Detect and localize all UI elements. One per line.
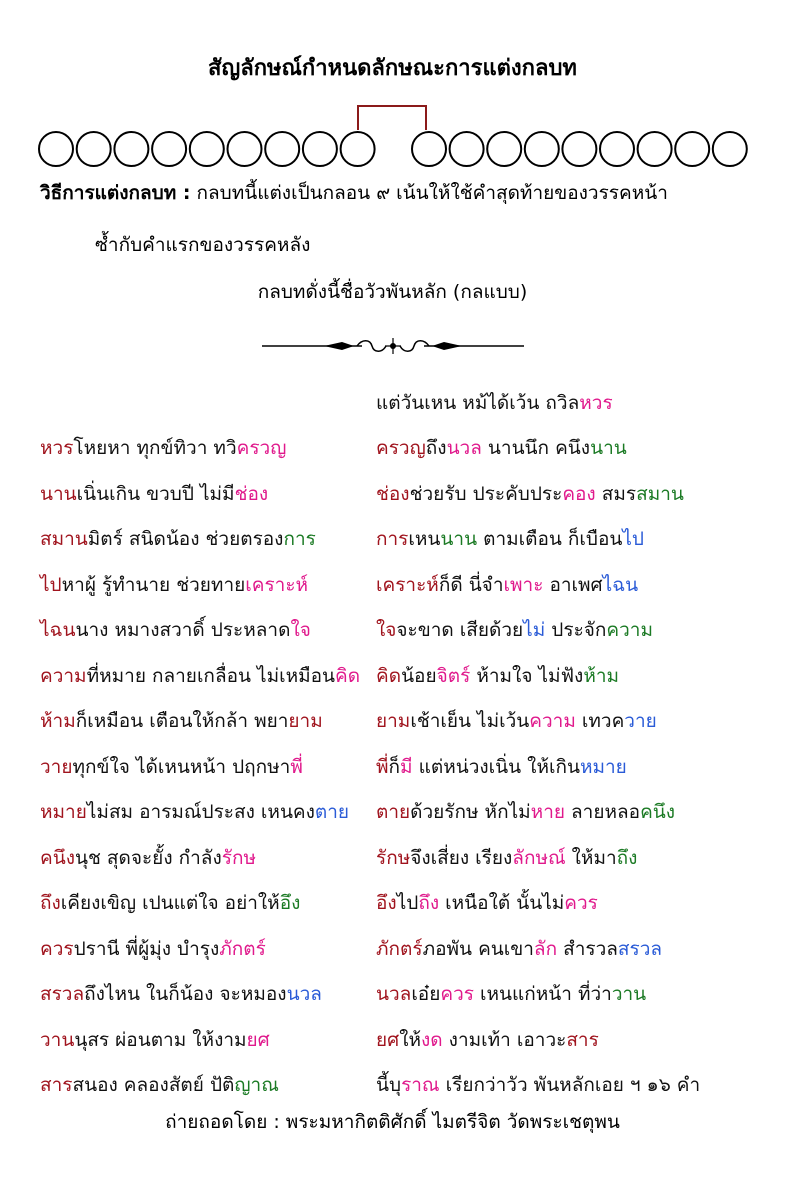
poem-word: ไฉน bbox=[40, 619, 76, 641]
syllable-circle bbox=[341, 132, 375, 166]
poem-word: เคียงเขิญ เปนแต่ใจ อย่าให้ bbox=[60, 892, 280, 914]
poem-word: สนอง คลองสัตย์ ปัติ bbox=[72, 1074, 235, 1096]
poem-word: มิตร์ สนิดน้อง ช่วยตรอง bbox=[87, 528, 284, 550]
poem-word: ไป bbox=[396, 892, 419, 914]
poem-word: ใจ bbox=[290, 619, 311, 641]
syllable-circle bbox=[114, 132, 148, 166]
poem-word: สมาน bbox=[636, 482, 684, 505]
syllable-circle bbox=[39, 132, 73, 166]
poem-word: ยาม bbox=[288, 710, 323, 732]
page-title: สัญลักษณ์กำหนดลักษณะการแต่งกลบท bbox=[208, 56, 577, 81]
poem-right-line bbox=[376, 706, 657, 736]
poem-right-line bbox=[376, 433, 627, 463]
poem-word: เหนแก่หน้า ที่ว่า bbox=[473, 983, 612, 1005]
method-text-continued: ซ้ำกับคำแรกของวรรคหลัง bbox=[95, 234, 311, 256]
poem-word: หวร bbox=[40, 437, 74, 459]
poem-word: ไป bbox=[40, 573, 62, 596]
poem-word: นวล bbox=[286, 983, 322, 1005]
poem-word: ช่อง bbox=[376, 482, 410, 505]
poem-left-line bbox=[40, 661, 360, 691]
poem-word: งามเท้า เอาวะ bbox=[442, 1028, 567, 1051]
syllable-circle bbox=[562, 132, 596, 166]
poem-word: สมาน bbox=[40, 528, 88, 550]
poem-word: นาน bbox=[590, 437, 627, 459]
poem-word: ด้วยรักษ หักไม่ bbox=[410, 801, 531, 823]
poem-left-line bbox=[40, 615, 311, 645]
poem-word: โหยหา ทุกข์ทิวา ทวิ bbox=[73, 437, 237, 459]
poem-word: ทุกข์ใจ ได้เหนหน้า ปฤกษา bbox=[72, 755, 291, 778]
syllable-circle bbox=[77, 132, 111, 166]
poem-word: เคราะห์ bbox=[245, 573, 309, 596]
poem-word: ก็เหมือน เตือนให้กล้า พยา bbox=[75, 710, 289, 732]
poem-word: ความ bbox=[40, 664, 87, 687]
poem-word: นาน bbox=[40, 482, 77, 505]
poem-word: นุช สุดจะยั้ง กำลัง bbox=[74, 846, 222, 869]
poem-word: ถึง bbox=[425, 437, 447, 459]
syllable-circle bbox=[450, 132, 484, 166]
poem-right-line bbox=[376, 979, 646, 1009]
poem-word: หวร bbox=[579, 392, 613, 414]
poem-left-line bbox=[40, 706, 323, 736]
poem-word: ไม่สม อารมณ์ประสง เหนคง bbox=[86, 801, 315, 823]
poem-right-line bbox=[376, 888, 598, 918]
poem-word: มี bbox=[400, 755, 413, 778]
poem-word: ยศ bbox=[376, 1028, 400, 1051]
poem-right-line bbox=[376, 934, 662, 964]
syllable-circle bbox=[638, 132, 672, 166]
poem-left-line bbox=[40, 433, 286, 463]
poem-word: ยาม bbox=[376, 710, 411, 732]
poem-right-line bbox=[376, 570, 638, 600]
poem-word: ก็ bbox=[388, 755, 401, 778]
poem-word: ความ bbox=[529, 710, 576, 732]
poem-left-line bbox=[40, 752, 303, 782]
poem-word: จะขาด เสียด้วย bbox=[396, 619, 524, 641]
poem-word: คนึง bbox=[640, 801, 676, 823]
poem-word: คิด bbox=[335, 664, 361, 687]
poem-word: ความ bbox=[606, 619, 653, 641]
poem-word: ตาย bbox=[314, 801, 350, 823]
syllable-circle bbox=[303, 132, 337, 166]
poem-word: ภอพัน คนเขา bbox=[422, 937, 534, 960]
poem-word: เรียกว่าวัว พันหลักเอย ฯ ๑๖ คำ bbox=[439, 1074, 701, 1096]
repeat-link-bracket bbox=[358, 106, 426, 130]
poem-right-line bbox=[376, 1070, 700, 1100]
poem-right-line bbox=[376, 797, 675, 827]
poem-word: ลักษณ์ bbox=[512, 846, 566, 869]
poem-word: ควร bbox=[440, 983, 474, 1005]
method-description bbox=[40, 180, 760, 206]
poem-word: เหนือใต้ นั้นไม่ bbox=[439, 892, 565, 914]
poem-word: นวล bbox=[376, 983, 412, 1005]
poem-opening-line bbox=[376, 388, 613, 418]
poem-right-line bbox=[376, 843, 637, 873]
poem-word: นานนึก คนึง bbox=[481, 437, 591, 459]
poem-word: จึงเสี่ยง เรียง bbox=[410, 846, 513, 869]
poem-word: งด bbox=[421, 1028, 443, 1051]
poem-word: ญาณ bbox=[234, 1074, 279, 1096]
poem-right-line bbox=[376, 524, 644, 554]
poem-word: ห้าม bbox=[40, 710, 76, 732]
poem-word: ไฉน bbox=[602, 573, 639, 596]
poem-right-line bbox=[376, 1025, 599, 1055]
poem-word: ห้าม bbox=[583, 664, 620, 687]
poem-word: ตาย bbox=[376, 801, 411, 823]
poem-word: ถึง bbox=[418, 892, 440, 914]
poem-word: เอ๋ย bbox=[411, 983, 441, 1005]
poem-word: เช้าเย็น ไม่เว้น bbox=[410, 710, 530, 732]
poem-word: วาน bbox=[611, 983, 647, 1005]
poem-word: ลายหลอ bbox=[565, 801, 641, 823]
poem-word: ที่หมาย กลายเกลื่อน ไม่เหมือน bbox=[86, 664, 336, 687]
poem-left-line bbox=[40, 843, 256, 873]
poem-word: คนึง bbox=[40, 846, 75, 869]
poem-word: ถึง bbox=[616, 846, 638, 869]
poem-word: เคราะห์ bbox=[376, 573, 439, 596]
poem-left-line bbox=[40, 1070, 279, 1100]
poem-word: พี่ bbox=[290, 755, 303, 778]
poem-subtitle: กลบทดั่งนี้ชื่อวัวพันหลัก (กลแบบ) bbox=[257, 281, 528, 303]
poem-word: สรวล bbox=[40, 983, 85, 1005]
poem-word: ภักตร์ bbox=[219, 937, 266, 960]
poem-word: ไป bbox=[622, 528, 644, 550]
poem-word: ควร bbox=[40, 937, 74, 960]
syllable-circle bbox=[525, 132, 559, 166]
poem-word: ปรานี พี่ผู้มุ่ง บำรุง bbox=[73, 937, 220, 960]
poem-word: ราณ bbox=[401, 1074, 440, 1096]
poem-word: นวล bbox=[446, 437, 482, 459]
poem-word: นี้บุ bbox=[376, 1074, 402, 1096]
poem-word: เหน bbox=[408, 528, 441, 550]
poem-word: เพาะ bbox=[503, 573, 544, 596]
ornament-divider bbox=[262, 336, 524, 356]
poem-word: สาร bbox=[40, 1074, 73, 1096]
poem-word: ห้ามใจ ไม่ฟัง bbox=[470, 664, 584, 687]
poem-left-line bbox=[40, 479, 268, 509]
poem-word: ช่อง bbox=[234, 482, 269, 505]
poem-word: น้อย bbox=[401, 664, 437, 687]
poem-word: คิด bbox=[376, 664, 402, 687]
poem-word: คอง bbox=[562, 482, 596, 505]
poem-left-line bbox=[40, 797, 349, 827]
poem-right-line bbox=[376, 479, 684, 509]
poem-word: วาน bbox=[40, 1028, 75, 1051]
poem-word: ก็ดี นี่จำ bbox=[438, 573, 504, 596]
poem-word: เนิ่นเกิน ขวบปี ไม่มี bbox=[76, 482, 235, 505]
poem-word: หาย bbox=[530, 801, 565, 823]
syllable-circle bbox=[675, 132, 709, 166]
poem-word: หมาย bbox=[579, 755, 627, 778]
poem-word: อึง bbox=[376, 892, 397, 914]
poem-word: ถึง bbox=[40, 892, 61, 914]
poem-word: รักษ bbox=[221, 846, 256, 869]
poem-left-line bbox=[40, 570, 308, 600]
poem-word: ลัก bbox=[533, 937, 558, 960]
credit-line: ถ่ายถอดโดย : พระมหากิตติศักดิ์ ไมตรีจิต วัดพระเชตุพน bbox=[165, 1111, 620, 1133]
poem-word: ช่วยรับ ประคับประ bbox=[409, 482, 563, 505]
poem-word: การ bbox=[376, 528, 409, 550]
poem-word: ครวญ bbox=[376, 437, 426, 459]
poem-word: วาย bbox=[40, 755, 73, 778]
poem-word: ถึงไหน ในก็น้อง จะหมอง bbox=[84, 983, 287, 1005]
poem-word: อาเพศ bbox=[543, 573, 603, 596]
poem-right-line bbox=[376, 752, 627, 782]
poem-word: ให้ bbox=[399, 1028, 422, 1051]
poem-right-line bbox=[376, 615, 653, 645]
poem-word: นาน bbox=[440, 528, 478, 550]
poem-left-line bbox=[40, 979, 322, 1009]
poem-word: นาง หมางสวาดิ์ ประหลาด bbox=[75, 619, 291, 641]
poem-word: ภักตร์ bbox=[376, 937, 423, 960]
syllable-circle bbox=[265, 132, 299, 166]
poem-word: หมาย bbox=[40, 801, 87, 823]
syllable-circle bbox=[713, 132, 747, 166]
poem-left-line bbox=[40, 524, 316, 554]
poem-word: ควร bbox=[564, 892, 598, 914]
poem-word: สำรวล bbox=[557, 937, 618, 960]
poem-word: สมร bbox=[595, 482, 637, 505]
poem-left-line bbox=[40, 934, 266, 964]
poem-word: แต่วันเหน หม้ได้เว้น ถวิล bbox=[376, 392, 580, 414]
method-label: วิธีการแต่งกลบท : bbox=[40, 182, 191, 204]
poem-word: ใจ bbox=[376, 619, 397, 641]
poem-left-line bbox=[40, 1025, 270, 1055]
syllable-circle bbox=[190, 132, 224, 166]
poem-word: สาร bbox=[566, 1028, 599, 1051]
poem-word: จิตร์ bbox=[436, 664, 471, 687]
syllable-circle bbox=[412, 132, 446, 166]
poem-left-line bbox=[40, 888, 300, 918]
syllable-circle bbox=[487, 132, 521, 166]
syllable-circle bbox=[228, 132, 262, 166]
poem-word: ไม่ bbox=[523, 619, 546, 641]
poem-word: รักษ bbox=[376, 846, 411, 869]
poem-word: ยศ bbox=[246, 1028, 270, 1051]
poem-word: การ bbox=[283, 528, 316, 550]
poem-word: ประจัก bbox=[545, 619, 607, 641]
poem-word: เทวค bbox=[575, 710, 625, 732]
poem-word: นุสร ผ่อนตาม ให้งาม bbox=[74, 1028, 247, 1051]
poem-right-line bbox=[376, 661, 619, 691]
poem-word: ครวญ bbox=[236, 437, 287, 459]
poem-word: อึง bbox=[279, 892, 301, 914]
method-text: กลบทนี้แต่งเป็นกลอน ๙ เน้นให้ใช้คำสุดท้ายของวรรคหน้า bbox=[196, 182, 668, 204]
poem-word: หาผู้ รู้ทำนาย ช่วยทาย bbox=[61, 573, 246, 596]
syllable-circle bbox=[600, 132, 634, 166]
poem-word: สรวล bbox=[617, 937, 663, 960]
poem-word: ตามเตือน ก็เบือน bbox=[477, 528, 623, 550]
poem-word: พี่ bbox=[376, 755, 389, 778]
poem-word: วาย bbox=[624, 710, 657, 732]
verse-pattern-diagram bbox=[0, 100, 785, 170]
poem-word: แต่หน่วงเนิ่น ให้เกิน bbox=[412, 755, 580, 778]
syllable-circle bbox=[152, 132, 186, 166]
poem-word: ให้มา bbox=[565, 846, 617, 869]
